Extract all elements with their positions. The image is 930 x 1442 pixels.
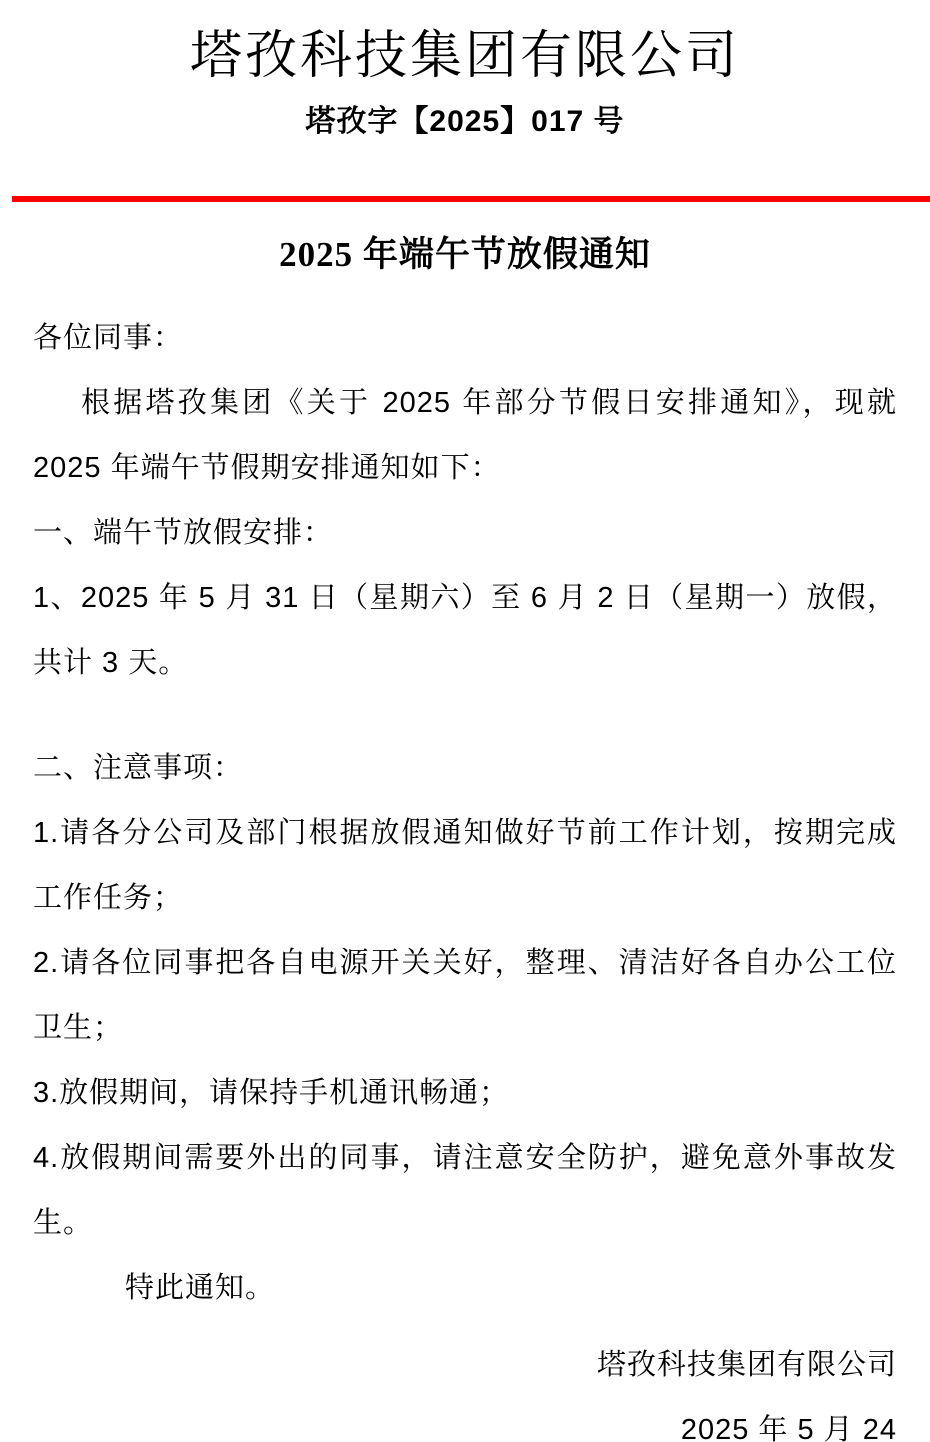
signature-company: 塔孜科技集团有限公司 (596, 1349, 897, 1382)
section1-item-1: 1、2025 年 5 月 31 日（星期六）至 6 月 2 日（星期一）放假，共计 3 天。 (33, 582, 897, 680)
intro-paragraph: 根据塔孜集团《关于 2025 年部分节假日安排通知》，现就 2025 年端午节假期安排通知如下： (33, 387, 897, 485)
section1-heading: 一、端午节放假安排： (33, 517, 334, 550)
notice-body (0, 306, 930, 1442)
section-spacer (33, 696, 897, 736)
signature-date: 2025 年 5 月 24 (680, 1414, 897, 1442)
company-header: 塔孜科技集团有限公司 (189, 28, 740, 85)
notice-title: 2025 年端午节放假通知 (279, 235, 651, 274)
salutation: 各位同事： (33, 322, 184, 355)
section2-item-3: 3.放假期间，请保持手机通讯畅通； (33, 1077, 510, 1110)
section2-item-2: 2.请各位同事把各自电源开关关好，整理、清洁好各自办公工位卫生； (33, 947, 897, 1045)
section2-item-1: 1.请各分公司及部门根据放假通知做好节前工作计划，按期完成工作任务； (33, 817, 897, 915)
red-divider-line (12, 196, 930, 202)
document-number: 塔孜字【2025】017 号 (305, 105, 625, 138)
closing-statement: 特此通知。 (125, 1272, 276, 1305)
section2-heading: 二、注意事项： (33, 752, 244, 785)
section2-item-4: 4.放假期间需要外出的同事，请注意安全防护，避免意外事故发生。 (33, 1142, 897, 1240)
